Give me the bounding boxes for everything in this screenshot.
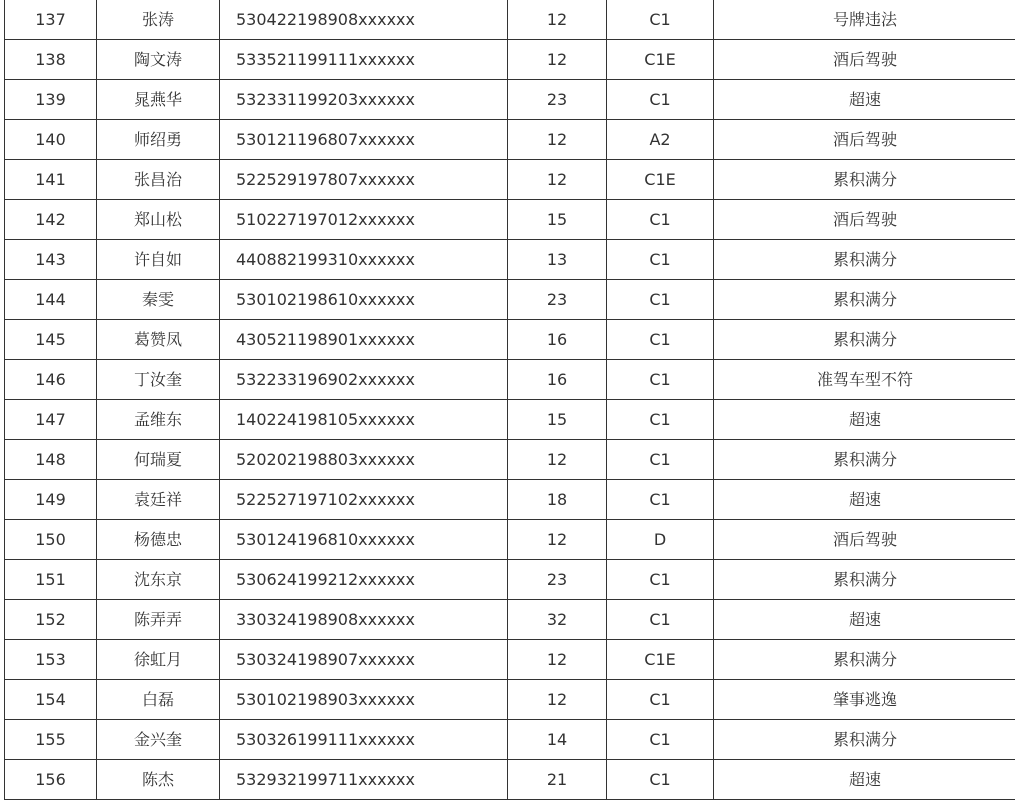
person-name-cell: 陶文涛 <box>97 40 220 80</box>
person-name-cell: 白磊 <box>97 680 220 720</box>
license-class-cell: C1 <box>607 560 714 600</box>
violation-reason-cell: 酒后驾驶 <box>714 520 1015 560</box>
violation-reason-cell: 准驾车型不符 <box>714 360 1015 400</box>
violation-reason-cell: 累积满分 <box>714 640 1015 680</box>
violation-table <box>4 0 1015 800</box>
table-row <box>5 360 1015 400</box>
row-number-cell: 138 <box>5 40 97 80</box>
table-row <box>5 480 1015 520</box>
license-class-cell: C1E <box>607 40 714 80</box>
id-number-cell: 140224198105xxxxxx <box>220 400 508 440</box>
license-class-cell: C1 <box>607 200 714 240</box>
row-number-cell: 154 <box>5 680 97 720</box>
row-number-cell: 144 <box>5 280 97 320</box>
license-class-cell: C1 <box>607 720 714 760</box>
points-cell: 15 <box>508 400 607 440</box>
points-cell: 32 <box>508 600 607 640</box>
row-number-cell: 139 <box>5 80 97 120</box>
violation-reason-cell: 超速 <box>714 400 1015 440</box>
license-class-cell: C1 <box>607 400 714 440</box>
person-name-cell: 陈弄弄 <box>97 600 220 640</box>
points-cell: 15 <box>508 200 607 240</box>
row-number-cell: 149 <box>5 480 97 520</box>
person-name-cell: 沈东京 <box>97 560 220 600</box>
points-cell: 12 <box>508 120 607 160</box>
table-row <box>5 80 1015 120</box>
points-cell: 12 <box>508 440 607 480</box>
person-name-cell: 葛赞凤 <box>97 320 220 360</box>
id-number-cell: 530324198907xxxxxx <box>220 640 508 680</box>
id-number-cell: 520202198803xxxxxx <box>220 440 508 480</box>
table-row <box>5 200 1015 240</box>
table-row <box>5 600 1015 640</box>
id-number-cell: 522527197102xxxxxx <box>220 480 508 520</box>
violation-reason-cell: 号牌违法 <box>714 0 1015 40</box>
table-row <box>5 760 1015 800</box>
person-name-cell: 秦雯 <box>97 280 220 320</box>
row-number-cell: 143 <box>5 240 97 280</box>
id-number-cell: 530102198903xxxxxx <box>220 680 508 720</box>
row-number-cell: 137 <box>5 0 97 40</box>
points-cell: 16 <box>508 360 607 400</box>
violation-reason-cell: 酒后驾驶 <box>714 200 1015 240</box>
points-cell: 16 <box>508 320 607 360</box>
table-row <box>5 160 1015 200</box>
row-number-cell: 147 <box>5 400 97 440</box>
violation-reason-cell: 累积满分 <box>714 440 1015 480</box>
license-class-cell: C1 <box>607 80 714 120</box>
id-number-cell: 532932199711xxxxxx <box>220 760 508 800</box>
person-name-cell: 丁汝奎 <box>97 360 220 400</box>
points-cell: 12 <box>508 160 607 200</box>
violation-reason-cell: 酒后驾驶 <box>714 40 1015 80</box>
row-number-cell: 156 <box>5 760 97 800</box>
row-number-cell: 148 <box>5 440 97 480</box>
table-row <box>5 640 1015 680</box>
row-number-cell: 142 <box>5 200 97 240</box>
person-name-cell: 张昌治 <box>97 160 220 200</box>
person-name-cell: 何瑞夏 <box>97 440 220 480</box>
table-row <box>5 400 1015 440</box>
person-name-cell: 晁燕华 <box>97 80 220 120</box>
violation-reason-cell: 酒后驾驶 <box>714 120 1015 160</box>
points-cell: 21 <box>508 760 607 800</box>
license-class-cell: C1 <box>607 320 714 360</box>
violation-reason-cell: 超速 <box>714 760 1015 800</box>
person-name-cell: 孟维东 <box>97 400 220 440</box>
points-cell: 23 <box>508 560 607 600</box>
points-cell: 12 <box>508 520 607 560</box>
person-name-cell: 许自如 <box>97 240 220 280</box>
license-class-cell: C1E <box>607 640 714 680</box>
person-name-cell: 师绍勇 <box>97 120 220 160</box>
person-name-cell: 张涛 <box>97 0 220 40</box>
id-number-cell: 440882199310xxxxxx <box>220 240 508 280</box>
points-cell: 14 <box>508 720 607 760</box>
violation-reason-cell: 累积满分 <box>714 320 1015 360</box>
points-cell: 23 <box>508 280 607 320</box>
row-number-cell: 151 <box>5 560 97 600</box>
points-cell: 12 <box>508 40 607 80</box>
row-number-cell: 153 <box>5 640 97 680</box>
table-row <box>5 560 1015 600</box>
license-class-cell: C1 <box>607 360 714 400</box>
violation-reason-cell: 累积满分 <box>714 240 1015 280</box>
id-number-cell: 533521199111xxxxxx <box>220 40 508 80</box>
person-name-cell: 陈杰 <box>97 760 220 800</box>
person-name-cell: 杨德忠 <box>97 520 220 560</box>
table-row <box>5 280 1015 320</box>
license-class-cell: C1 <box>607 680 714 720</box>
row-number-cell: 145 <box>5 320 97 360</box>
violation-reason-cell: 肇事逃逸 <box>714 680 1015 720</box>
table-row <box>5 440 1015 480</box>
row-number-cell: 155 <box>5 720 97 760</box>
violation-reason-cell: 超速 <box>714 80 1015 120</box>
person-name-cell: 金兴奎 <box>97 720 220 760</box>
license-class-cell: C1 <box>607 240 714 280</box>
points-cell: 12 <box>508 680 607 720</box>
id-number-cell: 530326199111xxxxxx <box>220 720 508 760</box>
table-row <box>5 680 1015 720</box>
id-number-cell: 530624199212xxxxxx <box>220 560 508 600</box>
violation-reason-cell: 超速 <box>714 600 1015 640</box>
id-number-cell: 532331199203xxxxxx <box>220 80 508 120</box>
id-number-cell: 330324198908xxxxxx <box>220 600 508 640</box>
id-number-cell: 530102198610xxxxxx <box>220 280 508 320</box>
violation-reason-cell: 累积满分 <box>714 280 1015 320</box>
license-class-cell: C1 <box>607 440 714 480</box>
license-class-cell: C1 <box>607 760 714 800</box>
license-class-cell: D <box>607 520 714 560</box>
person-name-cell: 徐虹月 <box>97 640 220 680</box>
row-number-cell: 152 <box>5 600 97 640</box>
row-number-cell: 141 <box>5 160 97 200</box>
table-row <box>5 720 1015 760</box>
id-number-cell: 530121196807xxxxxx <box>220 120 508 160</box>
license-class-cell: C1 <box>607 600 714 640</box>
license-class-cell: C1 <box>607 480 714 520</box>
id-number-cell: 522529197807xxxxxx <box>220 160 508 200</box>
id-number-cell: 530422198908xxxxxx <box>220 0 508 40</box>
points-cell: 18 <box>508 480 607 520</box>
violation-reason-cell: 累积满分 <box>714 720 1015 760</box>
points-cell: 23 <box>508 80 607 120</box>
table-row <box>5 120 1015 160</box>
table-body <box>5 0 1015 800</box>
table-row <box>5 0 1015 40</box>
license-class-cell: C1 <box>607 280 714 320</box>
row-number-cell: 150 <box>5 520 97 560</box>
violation-reason-cell: 超速 <box>714 480 1015 520</box>
id-number-cell: 510227197012xxxxxx <box>220 200 508 240</box>
points-cell: 12 <box>508 640 607 680</box>
row-number-cell: 146 <box>5 360 97 400</box>
license-class-cell: C1 <box>607 0 714 40</box>
table-row <box>5 320 1015 360</box>
table-row <box>5 520 1015 560</box>
points-cell: 13 <box>508 240 607 280</box>
person-name-cell: 郑山松 <box>97 200 220 240</box>
id-number-cell: 532233196902xxxxxx <box>220 360 508 400</box>
row-number-cell: 140 <box>5 120 97 160</box>
violation-reason-cell: 累积满分 <box>714 560 1015 600</box>
person-name-cell: 袁廷祥 <box>97 480 220 520</box>
points-cell: 12 <box>508 0 607 40</box>
id-number-cell: 530124196810xxxxxx <box>220 520 508 560</box>
id-number-cell: 430521198901xxxxxx <box>220 320 508 360</box>
license-class-cell: C1E <box>607 160 714 200</box>
violation-reason-cell: 累积满分 <box>714 160 1015 200</box>
license-class-cell: A2 <box>607 120 714 160</box>
table-row <box>5 40 1015 80</box>
table-row <box>5 240 1015 280</box>
